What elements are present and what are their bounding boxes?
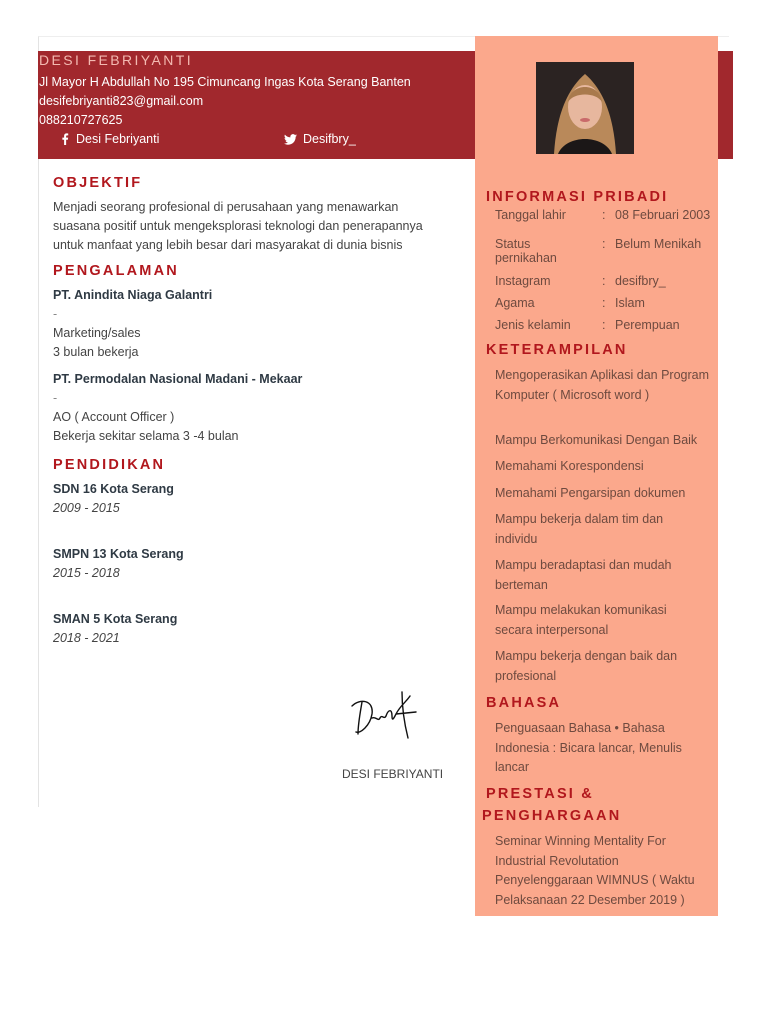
- section-title-personal: INFORMASI PRIBADI: [486, 189, 669, 205]
- skill-item: Mampu beradaptasi dan mudah berteman: [495, 558, 672, 592]
- info-separator: :: [602, 208, 606, 222]
- education-years: 2009 - 2015: [53, 501, 120, 515]
- education-years: 2015 - 2018: [53, 566, 120, 580]
- header-email: desifebriyanti823@gmail.com: [39, 94, 204, 108]
- skill-item: Memahami Korespondensi: [495, 459, 644, 473]
- education-school: SMPN 13 Kota Serang: [53, 547, 184, 561]
- info-label: Status pernikahan: [495, 237, 557, 265]
- info-separator: :: [602, 237, 606, 251]
- info-separator: :: [602, 274, 606, 288]
- experience-dash: -: [53, 391, 58, 405]
- info-label: Tanggal lahir: [495, 208, 566, 222]
- twitter-handle: Desifbry_: [303, 132, 356, 146]
- info-label: Instagram: [495, 274, 551, 288]
- header-name: DESI FEBRIYANTI: [39, 52, 193, 68]
- education-years: 2018 - 2021: [53, 631, 120, 645]
- skill-item: Mampu bekerja dalam tim dan individu: [495, 512, 664, 546]
- info-value: desifbry_: [615, 274, 666, 288]
- skill-item: Mampu Berkomunikasi Dengan Baik: [495, 433, 698, 447]
- experience-role: AO ( Account Officer ): [53, 410, 175, 424]
- info-value: Perempuan: [615, 318, 680, 332]
- section-title-language: BAHASA: [486, 695, 562, 711]
- signature-image: [346, 688, 426, 742]
- section-title-education: PENDIDIKAN: [53, 457, 166, 473]
- info-label: Jenis kelamin: [495, 318, 571, 332]
- skill-item: Memahami Pengarsipan dokumen: [495, 486, 686, 500]
- section-title-objective: OBJEKTIF: [53, 175, 143, 191]
- experience-role: Marketing/sales: [53, 326, 141, 340]
- info-separator: :: [602, 296, 606, 310]
- education-school: SMAN 5 Kota Serang: [53, 612, 178, 626]
- header-address: Jl Mayor H Abdullah No 195 Cimuncang Ingas Kota Serang Banten: [39, 75, 411, 89]
- skill-item: Mampu bekerja dengan baik dan profesional: [495, 649, 678, 683]
- header-phone: 088210727625: [39, 113, 123, 127]
- facebook-icon: [60, 133, 70, 145]
- twitter-icon: [284, 134, 297, 145]
- objective-line: untuk manfaat yang lebih besar dari masyarakat di dunia bisnis: [53, 238, 403, 252]
- info-separator: :: [602, 318, 606, 332]
- info-label: Agama: [495, 296, 535, 310]
- skill-item: Mengoperasikan Aplikasi dan Program Komputer ( Microsoft word ): [495, 368, 710, 402]
- signature-name: DESI FEBRIYANTI: [342, 767, 444, 781]
- section-title-achievements-cont: PENGHARGAAN: [482, 808, 622, 824]
- experience-duration: 3 bulan bekerja: [53, 345, 139, 359]
- education-school: SDN 16 Kota Serang: [53, 482, 174, 496]
- facebook-link[interactable]: [60, 132, 159, 146]
- info-value: Belum Menikah: [615, 237, 702, 251]
- twitter-link[interactable]: [284, 132, 356, 146]
- language-text: Penguasaan Bahasa • Bahasa Indonesia : Bicara lancar, Menulis lancar: [495, 721, 682, 774]
- experience-dash: -: [53, 307, 58, 321]
- info-value: Islam: [615, 296, 645, 310]
- experience-duration: Bekerja sekitar selama 3 -4 bulan: [53, 429, 239, 443]
- objective-line: suasana positif untuk mengeksplorasi teknologi dan penerapannya: [53, 219, 423, 233]
- section-title-skills: KETERAMPILAN: [486, 342, 628, 358]
- experience-company: PT. Anindita Niaga Galantri: [53, 288, 213, 302]
- objective-line: Menjadi seorang profesional di perusahaan yang menawarkan: [53, 200, 399, 214]
- section-title-achievements: PRESTASI &: [486, 786, 594, 802]
- info-value: 08 Februari 2003: [615, 208, 711, 222]
- experience-company: PT. Permodalan Nasional Madani - Mekaar: [53, 372, 303, 386]
- profile-photo: [536, 62, 634, 154]
- achievement-text: Seminar Winning Mentality For Industrial Revolutation Penyelenggaraan WIMNUS ( Waktu Pelaksanaan 22 Desember 2019 ): [495, 834, 695, 907]
- section-title-experience: PENGALAMAN: [53, 263, 179, 279]
- skill-item: Mampu melakukan komunikasi secara interpersonal: [495, 603, 667, 637]
- facebook-name: Desi Febriyanti: [76, 132, 160, 146]
